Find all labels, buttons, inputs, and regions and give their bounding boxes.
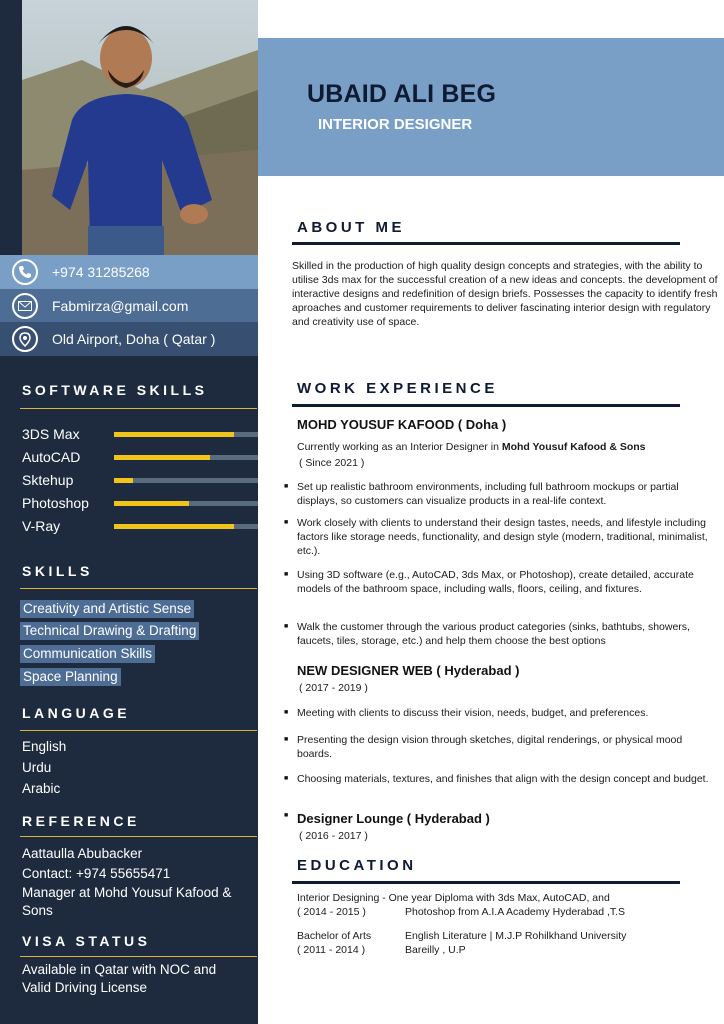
job-company: NEW DESIGNER WEB ( Hyderabad ) <box>297 663 520 678</box>
profile-photo <box>22 0 258 256</box>
skill-level-fill <box>114 524 234 529</box>
skill-tag: Technical Drawing & Drafting <box>20 622 199 640</box>
language-item: Urdu <box>22 760 52 775</box>
software-skill-name: 3DS Max <box>22 426 80 442</box>
divider <box>292 404 680 407</box>
skill-level-fill <box>114 455 210 460</box>
education-entry-line <box>297 943 466 957</box>
language-heading: LANGUAGE <box>22 705 131 721</box>
divider <box>292 242 680 245</box>
education-detail: English Literature | M.J.P Rohilkhand University <box>405 930 627 942</box>
education-entry-line: Interior Designing - One year Diploma with 3ds Max, AutoCAD, and <box>297 892 610 904</box>
skill-level-bar <box>114 432 258 437</box>
about-heading: ABOUT ME <box>297 219 405 236</box>
email-icon <box>12 293 38 319</box>
job-period: ( 2016 - 2017 ) <box>299 830 368 842</box>
reference-role: Manager at Mohd Yousuf Kafood & Sons <box>22 885 232 918</box>
work-experience-heading: WORK EXPERIENCE <box>297 380 498 397</box>
education-degree: Bachelor of Arts <box>297 930 372 942</box>
bullet-square-icon: ■ <box>284 812 289 819</box>
job-title: INTERIOR DESIGNER <box>318 116 473 133</box>
divider <box>20 588 257 589</box>
visa-heading: VISA STATUS <box>22 933 151 949</box>
phone-icon <box>12 259 38 285</box>
job-intro <box>297 441 717 453</box>
job-period: ( Since 2021 ) <box>299 457 365 469</box>
software-skill-name: AutoCAD <box>22 449 81 465</box>
skill-tag: Space Planning <box>20 668 121 686</box>
job-bullet: ■ Choosing materials, textures, and finishes that align with the design concept and budget. <box>283 772 719 786</box>
contact-location <box>0 322 258 356</box>
education-period: ( 2014 - 2015 ) <box>297 906 366 918</box>
divider <box>20 408 257 409</box>
software-skill-row <box>22 516 258 536</box>
reference-name: Aattaulla Abubacker <box>22 846 143 861</box>
software-skill-row <box>22 470 258 490</box>
education-heading: EDUCATION <box>297 857 417 874</box>
divider <box>20 956 257 957</box>
phone-number[interactable]: +974 31285268 <box>52 264 150 280</box>
job-bullet: ■ Using 3D software (e.g., AutoCAD, 3ds Max, or Photoshop), create detailed, accurate models of the bathroom space, including walls, floors, ceiling, and fixtures. <box>283 568 719 596</box>
location-text: Old Airport, Doha ( Qatar ) <box>52 331 216 347</box>
job-company <box>283 811 490 826</box>
language-item: Arabic <box>22 781 61 796</box>
software-skill-row <box>22 493 258 513</box>
job-company-text: Designer Lounge ( Hyderabad ) <box>297 811 490 826</box>
job-period: ( 2017 - 2019 ) <box>299 682 368 694</box>
sidebar <box>0 0 258 1024</box>
skill-level-bar <box>114 455 258 460</box>
job-bullet: ■ Meeting with clients to discuss their vision, needs, budget, and preferences. <box>283 706 719 720</box>
education-place: Bareilly , U.P <box>405 944 466 956</box>
software-skills-heading: SOFTWARE SKILLS <box>22 382 208 398</box>
reference-heading: REFERENCE <box>22 813 140 829</box>
skill-level-fill <box>114 478 133 483</box>
software-skill-name: V-Ray <box>22 518 61 534</box>
divider <box>20 836 257 837</box>
reference-contact: Contact: +974 55655471 <box>22 866 171 881</box>
email-address[interactable]: Fabmirza@gmail.com <box>52 298 189 314</box>
visa-status-text: Available in Qatar with NOC and Valid Driving License <box>22 962 217 995</box>
location-pin-icon <box>12 326 38 352</box>
skill-level-bar <box>114 524 258 529</box>
skill-level-fill <box>114 501 189 506</box>
job-intro-text: Currently working as an Interior Designer in <box>297 441 502 453</box>
candidate-name: UBAID ALI BEG <box>307 80 497 108</box>
education-entry-line <box>297 905 625 919</box>
contact-email <box>0 289 258 323</box>
divider <box>20 730 257 731</box>
contact-phone <box>0 255 258 289</box>
about-text: Skilled in the production of high quality design concepts and strategies, with the ability to utilise 3ds max for the successful creation of a new ideas and concepts. the development of interactive designs and redefinition of design briefs. Possesses the capacity to identify fresh aproaches and customer requirements to deliver fascinating interior design with regulatory and creativity use of space. <box>292 260 718 328</box>
divider <box>292 881 680 884</box>
education-detail: Photoshop from A.I.A Academy Hyderabad ,T.S <box>405 906 626 918</box>
education-entry-line <box>297 929 626 943</box>
skill-level-bar <box>114 478 258 483</box>
software-skill-row <box>22 447 258 467</box>
skill-level-bar <box>114 501 258 506</box>
skill-level-fill <box>114 432 234 437</box>
skills-heading: SKILLS <box>22 563 93 579</box>
job-intro-company: Mohd Yousuf Kafood & Sons <box>501 441 646 453</box>
software-skill-name: Photoshop <box>22 495 89 511</box>
skill-tag: Communication Skills <box>20 645 155 663</box>
job-bullet: ■ Set up realistic bathroom environments, including full bathroom mockups or partial displays, so customers can visualize products in a real-life context. <box>283 480 719 508</box>
job-bullet: ■ Presenting the design vision through sketches, digital renderings, or physical mood boards. <box>283 733 719 761</box>
skill-tag: Creativity and Artistic Sense <box>20 600 194 618</box>
language-item: English <box>22 739 67 754</box>
education-period: ( 2011 - 2014 ) <box>297 944 366 956</box>
job-company: MOHD YOUSUF KAFOOD ( Doha ) <box>297 417 507 432</box>
job-bullet: ■ Walk the customer through the various product categories (sinks, bathtubs, showers, faucets, tiles, storage, etc.) and help them choose the best options <box>283 620 719 648</box>
software-skill-row <box>22 424 258 444</box>
software-skill-name: Sktehup <box>22 472 74 488</box>
job-bullet: ■ Work closely with clients to understand their design tastes, needs, and lifestyle including factors like storage needs, functionality, and design style (modern, traditional, minimalist, etc.). <box>283 516 719 558</box>
